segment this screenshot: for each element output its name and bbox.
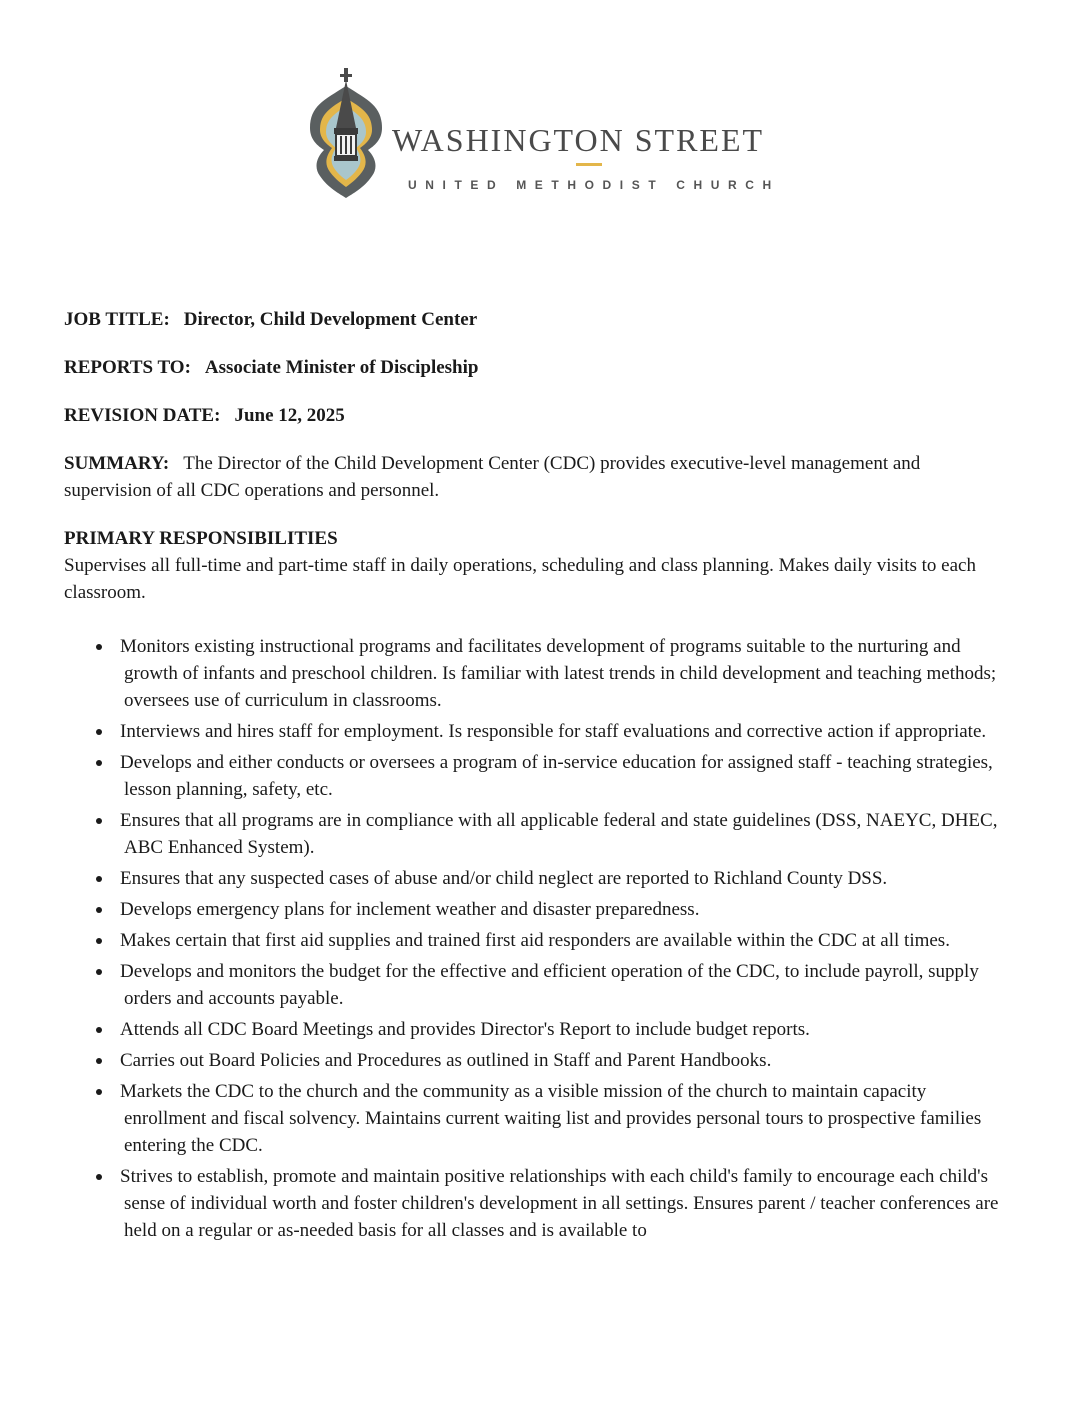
bullet-icon <box>96 1058 102 1064</box>
logo-divider <box>576 163 602 166</box>
list-item <box>64 749 1012 803</box>
bullet-icon <box>96 1089 102 1095</box>
list-item-text: Strives to establish, promote and maintain positive relationships with each child's family to encourage each child's sense of individual worth and foster children's development in all settings. Ensures parent / teacher conferences are held on a regular or as-needed basis for all classes and is available to <box>120 1166 999 1241</box>
job-title-value: Director, Child Development Center <box>183 309 478 330</box>
summary-row <box>64 450 1012 504</box>
bullet-icon <box>96 969 102 975</box>
list-item <box>64 958 1012 1012</box>
church-logo <box>300 66 800 206</box>
org-name: WASHINGTON STREET <box>392 122 765 158</box>
bullet-icon <box>96 1027 102 1033</box>
bullet-icon <box>96 729 102 735</box>
reports-to-row <box>64 354 1012 381</box>
list-item-text: Develops emergency plans for inclement weather and disaster preparedness. <box>120 899 700 920</box>
revision-date-value: June 12, 2025 <box>234 405 345 426</box>
list-item-text: Monitors existing instructional programs and facilitates development of programs suitable to the nurturing and growth of infants and preschool children. Is familiar with latest trends in child development and teaching methods; oversees use of curriculum in classrooms. <box>120 636 997 711</box>
list-item-text: Develops and either conducts or oversees a program of in-service education for assigned staff - teaching strategies, lesson planning, safety, etc. <box>120 752 993 800</box>
summary-text: The Director of the Child Development Center (CDC) provides executive-level management and supervision of all CDC operations and personnel. <box>64 453 921 501</box>
list-item-text: Attends all CDC Board Meetings and provides Director's Report to include budget reports. <box>120 1019 810 1040</box>
list-item <box>64 896 1012 923</box>
revision-date-label: REVISION DATE: <box>64 405 221 426</box>
list-item-text: Makes certain that first aid supplies and trained first aid responders are available within the CDC at all times. <box>120 930 950 951</box>
list-item-text: Carries out Board Policies and Procedures as outlined in Staff and Parent Handbooks. <box>120 1050 772 1071</box>
list-item <box>64 1016 1012 1043</box>
list-item <box>64 865 1012 892</box>
list-item <box>64 807 1012 861</box>
bullet-icon <box>96 938 102 944</box>
bullet-icon <box>96 818 102 824</box>
bullet-icon <box>96 760 102 766</box>
reports-to-label: REPORTS TO: <box>64 357 191 378</box>
responsibilities-list <box>64 633 1012 1244</box>
revision-date-row <box>64 402 1012 429</box>
org-subtitle: UNITED METHODIST CHURCH <box>408 178 780 192</box>
summary-label: SUMMARY: <box>64 453 170 474</box>
list-item <box>64 927 1012 954</box>
list-item <box>64 1047 1012 1074</box>
bullet-icon <box>96 1174 102 1180</box>
list-item-text: Ensures that any suspected cases of abuse and/or child neglect are reported to Richland County DSS. <box>120 868 888 889</box>
list-item-text: Markets the CDC to the church and the community as a visible mission of the church to maintain capacity enrollment and fiscal solvency. Maintains current waiting list and provides personal tours to prospective families entering the CDC. <box>120 1081 982 1156</box>
responsibilities-intro: Supervises all full-time and part-time staff in daily operations, scheduling and class planning. Makes daily visits to each classroom. <box>64 555 976 603</box>
bullet-icon <box>96 876 102 882</box>
bullet-icon <box>96 644 102 650</box>
list-item-text: Interviews and hires staff for employment. Is responsible for staff evaluations and corrective action if appropriate. <box>120 721 987 742</box>
reports-to-value: Associate Minister of Discipleship <box>204 357 479 378</box>
list-item <box>64 1163 1012 1244</box>
list-item <box>64 718 1012 745</box>
list-item <box>64 1078 1012 1159</box>
list-item <box>64 633 1012 714</box>
list-item-text: Develops and monitors the budget for the effective and efficient operation of the CDC, to include payroll, supply orders and accounts payable. <box>120 961 979 1009</box>
job-description <box>64 306 1012 1248</box>
job-title-label: JOB TITLE: <box>64 309 170 330</box>
responsibilities-heading: PRIMARY RESPONSIBILITIES <box>64 528 338 549</box>
bullet-icon <box>96 907 102 913</box>
steeple-emblem-icon <box>304 66 388 200</box>
job-title-row <box>64 306 1012 333</box>
list-item-text: Ensures that all programs are in compliance with all applicable federal and state guidelines (DSS, NAEYC, DHEC, ABC Enhanced System). <box>120 810 998 858</box>
